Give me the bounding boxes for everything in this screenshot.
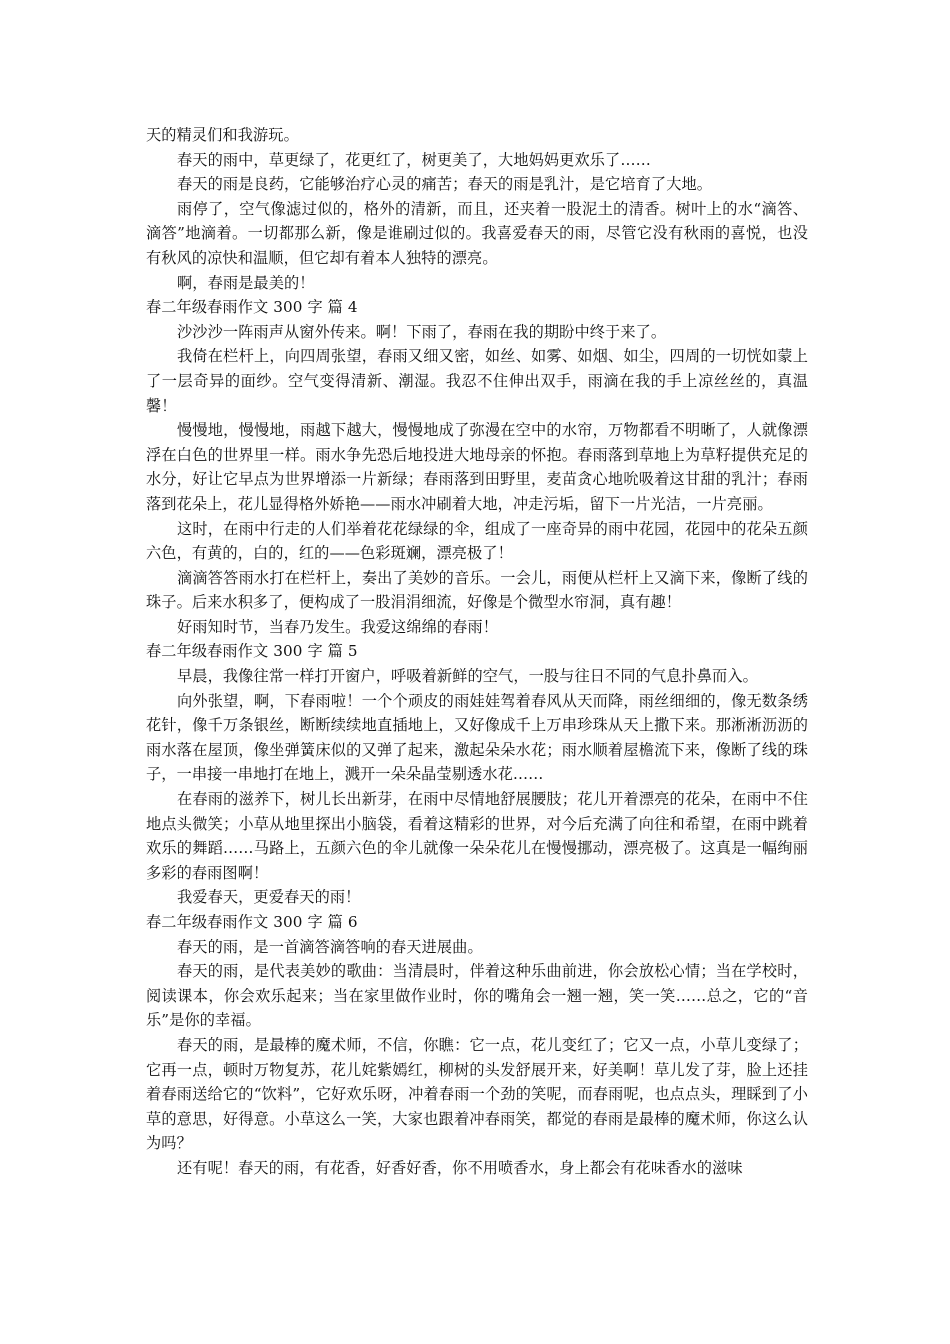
paragraph: 滴滴答答雨水打在栏杆上，奏出了美妙的音乐。一会儿，雨便从栏杆上又滴下来，像断了线的珠子。后来水积多了，便构成了一股涓涓细流，好像是个微型水帘洞，真有趣！ xyxy=(146,568,808,612)
paragraph: 天的精灵们和我游玩。 xyxy=(146,126,299,144)
paragraph: 雨停了，空气像滤过似的，格外的清新，而且，还夹着一股泥土的清香。树叶上的水“滴答、滴答”地滴着。一切都那么新，像是谁刷过似的。我喜爱春天的雨，尽管它没有秋雨的喜悦，也没有秋风的凉快和温顺，但它却有着本人独特的漂亮。 xyxy=(146,199,808,267)
paragraph: 我倚在栏杆上，向四周张望，春雨又细又密，如丝、如雾、如烟、如尘，四周的一切恍如蒙上了一层奇异的面纱。空气变得清新、潮湿。我忍不住伸出双手，雨滴在我的手上凉丝丝的，真温馨！ xyxy=(146,347,808,415)
paragraph: 春天的雨是良药，它能够治疗心灵的痛苦；春天的雨是乳汁，是它培育了大地。 xyxy=(177,175,713,194)
paragraph: 早晨，我像往常一样打开窗户，呼吸着新鲜的空气，一股与往日不同的气息扑鼻而入。 xyxy=(177,667,758,686)
paragraph: 沙沙沙一阵雨声从窗外传来。啊！下雨了，春雨在我的期盼中终于来了。 xyxy=(177,322,667,341)
document-body xyxy=(146,123,808,1181)
paragraph: 这时，在雨中行走的人们举着花花绿绿的伞，组成了一座奇异的雨中花园，花园中的花朵五颜六色，有黄的，白的，红的——色彩斑斓，漂亮极了！ xyxy=(146,519,808,563)
paragraph: 慢慢地，慢慢地，雨越下越大，慢慢地成了弥漫在空中的水帘，万物都看不明晰了，人就像漂浮在白色的世界里一样。雨水争先恐后地投进大地母亲的怀抱。春雨落到草地上为草籽提供充足的水分，好让它早点为世界增添一片新绿；春雨落到田野里，麦苗贪心地吮吸着这甘甜的乳汁；春雨落到花朵上，花儿显得格外娇艳——雨水冲刷着大地，冲走污垢，留下一片光洁，一片亮丽。 xyxy=(146,421,808,513)
paragraph: 春天的雨，是最棒的魔术师，不信，你瞧：它一点，花儿变红了；它又一点，小草儿变绿了；它再一点，顿时万物复苏，花儿姹紫嫣红，柳树的头发舒展开来，好美啊！草儿发了芽，脸上还挂着春雨送给它的“饮料”，它好欢乐呀，冲着春雨一个劲的笑呢，而春雨呢，也点点头，理睬到了小草的意思，好得意。小草这么一笑，大家也跟着冲春雨笑，都觉的春雨是最棒的魔术师，你这么认为吗？ xyxy=(146,1035,808,1153)
section-heading: 春二年级春雨作文 300 字 篇 6 xyxy=(146,913,358,931)
section-heading: 春二年级春雨作文 300 字 篇 5 xyxy=(146,642,358,661)
paragraph: 春天的雨中，草更绿了，花更红了，树更美了，大地妈妈更欢乐了…… xyxy=(177,150,651,169)
paragraph: 啊，春雨是最美的！ xyxy=(177,273,315,292)
paragraph: 在春雨的滋养下，树儿长出新芽，在雨中尽情地舒展腰肢；花儿开着漂亮的花朵，在雨中不住地点头微笑；小草从地里探出小脑袋，看着这精彩的世界，对今后充满了向往和希望，在雨中跳着欢乐的舞蹈……马路上，五颜六色的伞儿就像一朵朵花儿在慢慢挪动，漂亮极了。这真是一幅绚丽多彩的春雨图啊！ xyxy=(146,790,808,882)
paragraph: 向外张望，啊，下春雨啦！一个个顽皮的雨娃娃驾着春风从天而降，雨丝细细的，像无数条绣花针，像千万条银丝，断断续续地直插地上，又好像成千上万串珍珠从天上撒下来。那淅淅沥沥的雨水落在屋顶，像坐弹簧床似的又弹了起来，激起朵朵水花；雨水顺着屋檐流下来，像断了线的珠子，一串接一串地打在地上，溅开一朵朵晶莹剔透水花…… xyxy=(146,691,808,784)
paragraph: 我爱春天，更爱春天的雨！ xyxy=(177,888,361,907)
section-heading: 春二年级春雨作文 300 字 篇 4 xyxy=(146,298,358,317)
paragraph: 春天的雨，是一首滴答滴答响的春天进展曲。 xyxy=(177,937,483,956)
paragraph: 好雨知时节，当春乃发生。我爱这绵绵的春雨！ xyxy=(177,617,499,636)
paragraph: 还有呢！春天的雨，有花香，好香好香，你不用喷香水，身上都会有花味香水的滋味 xyxy=(177,1158,743,1177)
paragraph: 春天的雨，是代表美妙的歌曲：当清晨时，伴着这种乐曲前进，你会放松心情；当在学校时，阅读课本，你会欢乐起来；当在家里做作业时，你的嘴角会一翘一翘，笑一笑……总之，它的“音乐”是你的幸福。 xyxy=(146,962,808,1030)
